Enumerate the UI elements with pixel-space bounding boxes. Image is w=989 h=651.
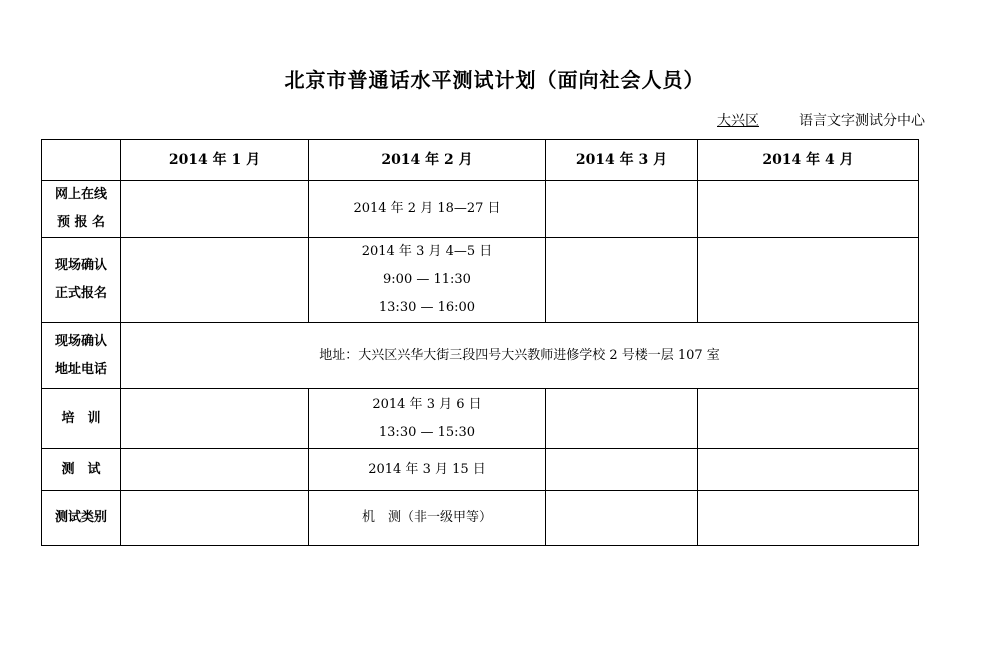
- cell-test-jan: [121, 449, 309, 491]
- header-row: [42, 140, 919, 181]
- cell-online-mar: [546, 181, 698, 238]
- schedule-table: [41, 139, 919, 546]
- month-header-mar: 2014 年 3 月: [546, 140, 698, 181]
- cell-type-apr: [698, 491, 919, 546]
- cell-training-apr: [698, 389, 919, 449]
- row-label-online: 网上在线 预 报 名: [42, 181, 121, 238]
- cell-online-jan: [121, 181, 309, 238]
- cell-type-mar: [546, 491, 698, 546]
- cell-confirm-apr: [698, 238, 919, 323]
- row-label-address: 现场确认 地址电话: [42, 323, 121, 389]
- cell-test-feb: 2014 年 3 月 15 日: [309, 449, 546, 491]
- month-header-feb: 2014 年 2 月: [309, 140, 546, 181]
- table-row: [42, 323, 919, 389]
- row-label-test: 测 试: [42, 449, 121, 491]
- cell-type-jan: [121, 491, 309, 546]
- table-row: [42, 389, 919, 449]
- district-name: 大兴区: [717, 113, 759, 129]
- page-title: 北京市普通话水平测试计划（面向社会人员）: [284, 68, 705, 92]
- cell-training-feb: 2014 年 3 月 6 日 13:30 — 15:30: [309, 389, 546, 449]
- cell-online-apr: [698, 181, 919, 238]
- month-header-apr: 2014 年 4 月: [698, 140, 919, 181]
- center-name: 语言文字测试分中心: [799, 113, 925, 129]
- cell-online-feb: 2014 年 2 月 18—27 日: [309, 181, 546, 238]
- row-label-confirm: 现场确认 正式报名: [42, 238, 121, 323]
- table-row: [42, 181, 919, 238]
- cell-test-mar: [546, 449, 698, 491]
- subtitle: [711, 110, 925, 130]
- table-row: [42, 491, 919, 546]
- corner-cell: [42, 140, 121, 181]
- cell-training-jan: [121, 389, 309, 449]
- cell-confirm-jan: [121, 238, 309, 323]
- cell-confirm-mar: [546, 238, 698, 323]
- row-label-type: 测试类别: [42, 491, 121, 546]
- cell-type-feb: 机 测（非一级甲等）: [309, 491, 546, 546]
- cell-confirm-feb: 2014 年 3 月 4—5 日 9:00 — 11:30 13:30 — 16:00: [309, 238, 546, 323]
- cell-address: 地址：大兴区兴华大街三段四号大兴教师进修学校 2 号楼一层 107 室: [121, 323, 919, 389]
- cell-test-apr: [698, 449, 919, 491]
- cell-training-mar: [546, 389, 698, 449]
- row-label-training: 培 训: [42, 389, 121, 449]
- table-row: [42, 449, 919, 491]
- table-row: [42, 238, 919, 323]
- month-header-jan: 2014 年 1 月: [121, 140, 309, 181]
